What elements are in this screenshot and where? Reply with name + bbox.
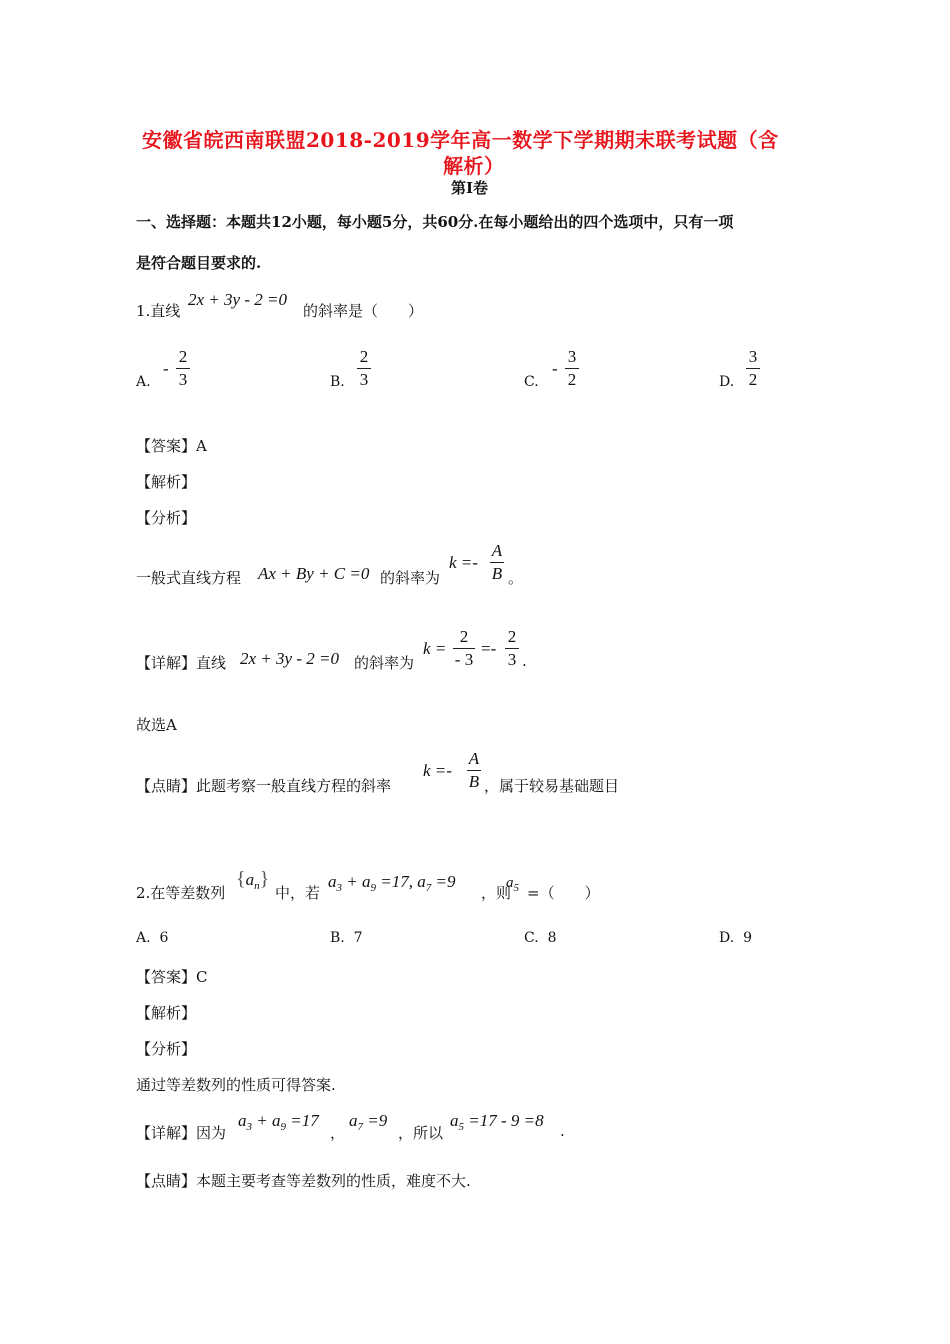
brace-left: {	[236, 868, 246, 890]
option-value: 6	[159, 930, 169, 946]
q2-answer: 【答案】C	[136, 968, 208, 986]
q1-option-b-fraction	[357, 348, 371, 389]
q2-sequence	[236, 868, 269, 891]
section-heading-line1: 一、选择题：本题共12小题，每小题5分，共60分.在每小题给出的四个选项中，只有一项	[136, 213, 734, 231]
q1-analysis-heading: 【解析】	[136, 473, 197, 491]
q2-option-a[interactable]	[136, 930, 168, 946]
q2-detail-end: .	[560, 1122, 565, 1140]
q2-detail-eq2-rhs: =9	[367, 1111, 388, 1130]
q1-detail-end: .	[522, 652, 527, 670]
q1-detail-num1: 2	[459, 627, 469, 646]
fraction-bar	[746, 368, 760, 369]
fraction-bar	[565, 368, 579, 369]
q1-option-a-label[interactable]: A.	[136, 374, 151, 390]
q2-fenxi-text: 通过等差数列的性质可得答案.	[136, 1076, 336, 1094]
q2-detail-prefix: 【详解】因为	[136, 1124, 227, 1142]
q1-general-den: B	[491, 564, 503, 583]
option-value: 9	[743, 930, 753, 946]
q1-equation: 2x + 3y - 2 =0	[188, 290, 287, 309]
q2-cond-rhs: =17, $a_7 =9$	[380, 872, 456, 894]
q1-option-d-label[interactable]: D.	[719, 374, 735, 390]
q1-detail-k: k =	[423, 639, 447, 658]
q1-detail-eqminus: =-	[481, 639, 497, 658]
volume-heading: 第Ⅰ卷	[451, 179, 489, 197]
q1-option-c-fraction	[565, 348, 579, 389]
brace-right: }	[259, 868, 270, 890]
q1-general-fraction	[490, 542, 504, 583]
doc-title-line2: 解析）	[443, 154, 505, 178]
q2-seq-sub: n	[254, 880, 260, 892]
option-label: A.	[136, 930, 151, 946]
q1-option-a-sign: -	[163, 359, 169, 378]
q1-option-c-label[interactable]: C.	[524, 374, 539, 390]
q1-general-num: A	[491, 541, 503, 560]
q1-option-b-num: 2	[359, 347, 369, 366]
q2-detail-eq3: $a_5 =17 - 9 =8$	[450, 1111, 544, 1133]
q2-detail-eq2: $a_7 =9$	[349, 1111, 388, 1133]
q1-comment-num: A	[468, 749, 480, 768]
q2-target: $a_5$	[506, 875, 519, 894]
option-label: B.	[330, 930, 345, 946]
q1-detail-equation: 2x + 3y - 2 =0	[240, 649, 339, 668]
q1-general-prefix: 一般式直线方程	[136, 569, 242, 587]
fraction-bar	[505, 648, 519, 649]
q1-detail-prefix: 【详解】直线	[136, 654, 227, 672]
q1-option-b-den: 3	[359, 370, 369, 389]
option-value: 7	[353, 930, 363, 946]
q2-target-sub: 5	[513, 882, 519, 894]
doc-title-line1: 安徽省皖西南联盟2018-2019学年高一数学下学期期末联考试题（含	[142, 128, 779, 152]
q1-comment-prefix: 【点睛】此题考察一般直线方程的斜率	[136, 777, 392, 795]
q1-option-a-num: 2	[178, 347, 188, 366]
q2-detail-eq1-rhs: =17	[290, 1111, 319, 1130]
q2-mid2: ，则	[481, 884, 512, 902]
fraction-bar	[176, 368, 190, 369]
q1-prefix: 1.直线	[136, 302, 181, 320]
fraction-bar	[357, 368, 371, 369]
option-value: 8	[547, 930, 557, 946]
q1-general-mid: 的斜率为	[380, 569, 441, 587]
q2-fenxi-heading: 【分析】	[136, 1040, 197, 1058]
q1-choose: 故选A	[136, 716, 177, 734]
option-label: D.	[719, 930, 735, 946]
q1-option-d-den: 2	[748, 370, 758, 389]
fraction-bar	[490, 562, 504, 563]
q2-mid1: 中，若	[275, 884, 321, 902]
q1-comment-den: B	[468, 772, 480, 791]
q1-comment-k: k =-	[423, 761, 452, 780]
q1-detail-den1: - 3	[454, 650, 474, 669]
q1-answer: 【答案】A	[136, 437, 207, 455]
q1-general-k: k =-	[449, 553, 478, 572]
q1-general-end: 。	[508, 569, 524, 587]
section-heading-line2: 是符合题目要求的.	[136, 254, 262, 272]
fraction-bar	[467, 770, 481, 771]
q1-detail-fraction-1	[453, 628, 475, 669]
q2-suffix: =（ ）	[527, 884, 600, 902]
q1-option-a-den: 3	[178, 370, 188, 389]
fraction-bar	[453, 648, 475, 649]
q2-detail-mid: ，所以	[398, 1124, 444, 1142]
q1-detail-fraction-2	[505, 628, 519, 669]
option-label: C.	[524, 930, 539, 946]
q2-option-c[interactable]	[524, 930, 557, 946]
q2-condition: $a_3 + a_9 =17$, $a_7 =9$	[328, 872, 456, 894]
q1-comment-end: ，属于较易基础题目	[484, 777, 620, 795]
q1-detail-mid: 的斜率为	[354, 654, 415, 672]
q1-option-c-den: 2	[567, 370, 577, 389]
q2-detail-eq3-rhs: =17 - 9 =8	[468, 1111, 544, 1130]
q1-fenxi-heading: 【分析】	[136, 509, 197, 527]
q2-detail-eq1: $a_3 + a_9 =17$	[238, 1111, 319, 1133]
q2-seq-a: a	[245, 870, 255, 889]
q1-suffix: 的斜率是（ ）	[303, 302, 424, 320]
q1-option-c-num: 3	[567, 347, 577, 366]
q2-option-d[interactable]	[719, 930, 752, 946]
q1-option-d-fraction	[746, 348, 760, 389]
q1-option-c-sign: -	[552, 359, 558, 378]
q2-prefix: 2.在等差数列	[136, 884, 226, 902]
q2-option-b[interactable]	[330, 930, 363, 946]
q2-analysis-heading: 【解析】	[136, 1004, 197, 1022]
q1-detail-num2: 2	[507, 627, 517, 646]
q2-detail-sep: ，	[330, 1124, 346, 1142]
q1-comment-fraction	[467, 750, 481, 791]
q1-option-d-num: 3	[748, 347, 758, 366]
q2-comment: 【点睛】本题主要考查等差数列的性质，难度不大.	[136, 1172, 471, 1190]
q1-option-b-label[interactable]: B.	[330, 374, 345, 390]
q1-detail-den2: 3	[507, 650, 517, 669]
q1-general-equation: Ax + By + C =0	[258, 564, 370, 583]
q1-option-a-fraction	[176, 348, 190, 389]
